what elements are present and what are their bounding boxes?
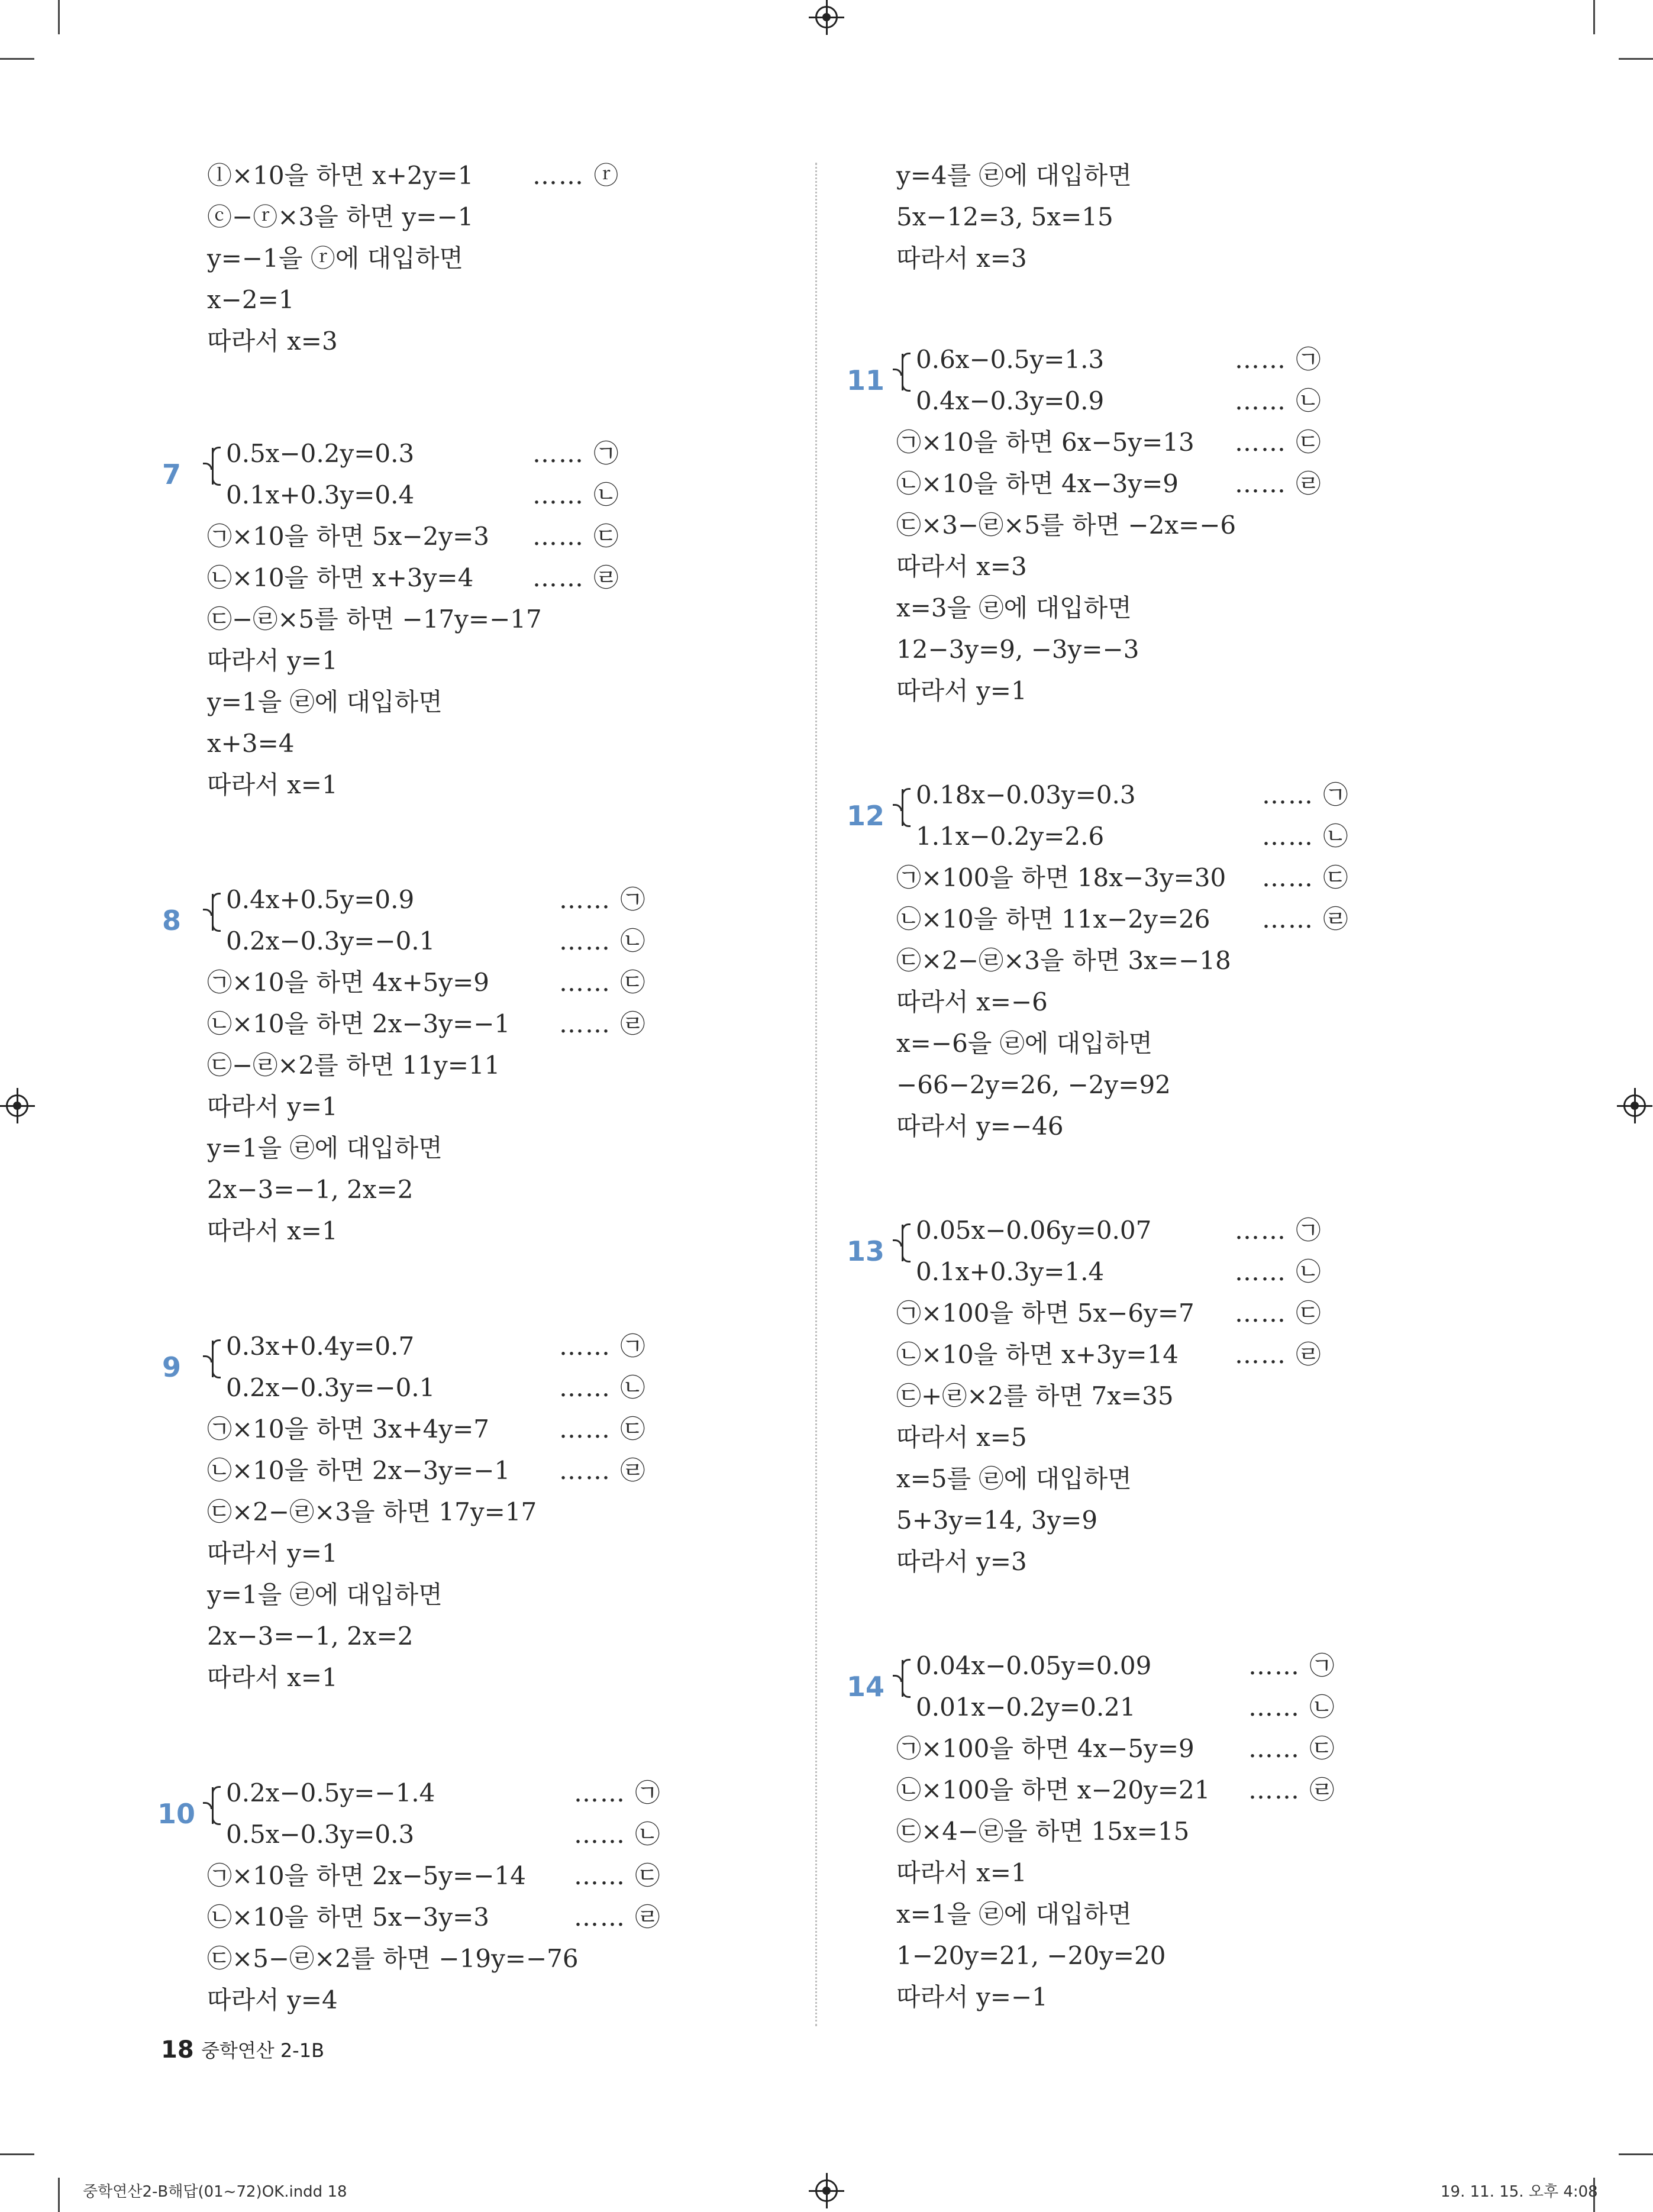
crop-mark [1619,2153,1653,2155]
equation-tag: …… ㉢ [574,1861,661,1890]
solution-line: 5x−12=3, 5x=15 [896,202,1113,231]
solution-line: 2x−3=−1, 2x=2 [207,1175,414,1204]
crop-mark [1593,0,1595,34]
system-equation: 0.5x−0.3y=0.3 [226,1820,415,1849]
solution-line: ㉠×100을 하면 5x−6y=7 [896,1299,1194,1328]
solution-line: 12−3y=9, −3y=−3 [896,635,1139,664]
crop-mark [58,2178,60,2212]
equation-tag: …… ㉢ [1235,1299,1322,1328]
solution-line: 따라서 y=−1 [896,1982,1048,2011]
equation-tag: …… ㉡ [559,926,647,955]
system-equation: 0.5x−0.2y=0.3 [226,439,415,468]
system-brace [212,1341,222,1377]
problem-number: 11 [846,364,884,396]
equation-tag: …… ㉢ [1262,863,1349,892]
equation-tag: …… ㉠ [559,885,647,914]
system-brace [902,789,912,826]
problem-number: 9 [162,1351,181,1383]
equation-tag: …… ㉣ [574,1903,661,1932]
slug-date-info: 19. 11. 15. 오후 4:08 [1441,2183,1598,2201]
system-equation: 0.4x−0.3y=0.9 [916,386,1105,415]
system-brace [212,1787,222,1824]
equation-tag: …… ㉢ [559,1415,647,1444]
solution-line: x=1을 ㉣에 대입하면 [896,1900,1132,1929]
equation-tag: …… ㉠ [1235,345,1322,374]
solution-line: 따라서 y=−46 [896,1112,1064,1141]
crop-mark [58,0,60,34]
column-divider [815,163,817,2026]
system-brace [212,894,222,931]
problem-number: 7 [162,458,181,490]
page-number: 18 [161,2036,194,2064]
solution-line: ㉠×10을 하면 6x−5y=13 [896,428,1194,457]
equation-tag: …… ㉠ [1248,1651,1336,1680]
solution-line: x+3=4 [207,729,295,758]
solution-line: 따라서 y=1 [207,646,338,675]
solution-line: ㉢×2−㉣×3을 하면 17y=17 [207,1497,537,1526]
equation-tag: …… ㉣ [532,563,620,592]
crop-mark [0,58,34,60]
solution-line: x−2=1 [207,285,295,314]
crop-mark [1619,58,1653,60]
solution-line: 따라서 x=3 [896,552,1027,581]
problem-number: 8 [162,905,181,937]
registration-mark-icon [1623,1094,1646,1117]
system-brace [902,354,912,390]
solution-line: ㉢×4−㉣을 하면 15x=15 [896,1817,1190,1846]
registration-mark-icon [6,1094,28,1117]
system-equation: 0.6x−0.5y=1.3 [916,345,1105,374]
equation-tag: …… ㉢ [532,522,620,551]
equation-tag: …… ㉢ [1248,1734,1336,1763]
equation-tag: …… ㉠ [1262,780,1349,809]
equation-tag: …… ㉠ [1235,1216,1322,1245]
solution-line: ㉡×10을 하면 x+3y=14 [896,1340,1179,1369]
problem-number: 13 [846,1235,884,1267]
solution-line: 따라서 y=1 [207,1092,338,1121]
solution-line: 따라서 x=3 [896,244,1027,273]
solution-line: ㉡×10을 하면 5x−3y=3 [207,1903,490,1932]
solution-line: ㉢−㉣×2를 하면 11y=11 [207,1051,501,1080]
equation-tag: …… ㉡ [1235,1257,1322,1286]
registration-mark-icon [815,2179,838,2202]
solution-line: 따라서 x=1 [207,1663,338,1692]
solution-line: y=−1을 ⓡ에 대입하면 [207,244,463,273]
equation-tag: …… ㉢ [559,968,647,997]
system-equation: 0.4x+0.5y=0.9 [226,885,415,914]
registration-mark-icon [815,6,838,28]
equation-tag: …… ㉣ [1262,905,1349,934]
system-brace [902,1660,912,1697]
solution-line: ㉡×10을 하면 2x−3y=−1 [207,1456,511,1485]
equation-tag: …… ㉣ [1235,1340,1322,1369]
system-equation: 0.05x−0.06y=0.07 [916,1216,1152,1245]
solution-line: ㉡×100을 하면 x−20y=21 [896,1775,1210,1804]
solution-line: ㉡×10을 하면 4x−3y=9 [896,469,1179,498]
equation-tag: …… ㉡ [1235,386,1322,415]
solution-line: ⓒ−ⓡ×3을 하면 y=−1 [207,202,474,231]
slug-file-info: 중학연산2-B해답(01~72)OK.indd 18 [83,2183,347,2201]
solution-line: 1−20y=21, −20y=20 [896,1941,1166,1970]
solution-line: 따라서 x=3 [207,327,338,356]
equation-tag: …… ㉣ [559,1456,647,1485]
solution-line: ㉠×10을 하면 4x+5y=9 [207,968,490,997]
solution-line: 5+3y=14, 3y=9 [896,1506,1098,1535]
equation-tag: …… ㉣ [1235,469,1322,498]
solution-line: ㉢+㉣×2를 하면 7x=35 [896,1381,1174,1410]
equation-tag: …… ㉠ [574,1778,661,1807]
equation-tag: …… ㉠ [559,1332,647,1361]
crop-mark [0,2153,34,2155]
system-equation: 0.2x−0.5y=−1.4 [226,1778,435,1807]
solution-line: x=−6을 ㉣에 대입하면 [896,1029,1152,1058]
solution-line: 2x−3=−1, 2x=2 [207,1622,414,1651]
solution-line: ㉠×10을 하면 3x+4y=7 [207,1415,490,1444]
solution-line: y=1을 ㉣에 대입하면 [207,687,443,716]
solution-line: ㉡×10을 하면 11x−2y=26 [896,905,1210,934]
problem-number: 10 [157,1798,195,1830]
solution-line: x=5를 ㉣에 대입하면 [896,1464,1132,1493]
system-equation: 0.3x+0.4y=0.7 [226,1332,415,1361]
equation-tag: …… ㉢ [1235,428,1322,457]
solution-line: 따라서 x=−6 [896,987,1048,1016]
solution-line: 따라서 y=4 [207,1985,338,2014]
solution-line: 따라서 x=1 [207,770,338,799]
solution-line: ㉠×10을 하면 2x−5y=−14 [207,1861,526,1890]
equation-tag: …… ㉡ [574,1820,661,1849]
solution-line: ㉢×2−㉣×3을 하면 3x=−18 [896,946,1231,975]
book-title: 중학연산 2-1B [201,2039,325,2062]
solution-line: ㉡×10을 하면 2x−3y=−1 [207,1009,511,1038]
solution-line: 따라서 y=3 [896,1547,1027,1576]
solution-line: 따라서 y=1 [896,676,1027,705]
solution-line: −66−2y=26, −2y=92 [896,1070,1171,1099]
equation-tag: …… ㉡ [1248,1693,1336,1722]
solution-line: ㉠×100을 하면 4x−5y=9 [896,1734,1194,1763]
system-equation: 1.1x−0.2y=2.6 [916,822,1105,851]
system-equation: 0.18x−0.03y=0.3 [916,780,1136,809]
system-equation: 0.1x+0.3y=0.4 [226,480,415,509]
system-equation: 0.1x+0.3y=1.4 [916,1257,1105,1286]
equation-tag: …… ㉠ [532,439,620,468]
solution-line: y=1을 ㉣에 대입하면 [207,1134,443,1162]
system-equation: 0.01x−0.2y=0.21 [916,1693,1136,1722]
solution-line: 따라서 y=1 [207,1539,338,1568]
system-equation: 0.2x−0.3y=−0.1 [226,1373,435,1402]
system-equation: 0.04x−0.05y=0.09 [916,1651,1152,1680]
solution-line: y=1을 ㉣에 대입하면 [207,1580,443,1609]
solution-line: ㉠×10을 하면 5x−2y=3 [207,522,490,551]
solution-line: 따라서 x=1 [207,1216,338,1245]
solution-line: ㉢×5−㉣×2를 하면 −19y=−76 [207,1944,579,1973]
equation-tag: …… ㉣ [1248,1775,1336,1804]
solution-line: ㉠×100을 하면 18x−3y=30 [896,863,1226,892]
solution-line: ㉢−㉣×5를 하면 −17y=−17 [207,605,542,634]
system-brace [902,1225,912,1261]
solution-line: 따라서 x=1 [896,1858,1027,1887]
solution-line: x=3을 ㉣에 대입하면 [896,593,1132,622]
system-brace [212,448,222,485]
solution-line: ⓛ×10을 하면 x+2y=1 [207,161,474,190]
equation-tag: …… ㉡ [559,1373,647,1402]
equation-tag: …… ㉡ [1262,822,1349,851]
solution-line: 따라서 x=5 [896,1423,1027,1452]
equation-tag: …… ㉡ [532,480,620,509]
solution-line: ㉡×10을 하면 x+3y=4 [207,563,474,592]
solution-line: ㉢×3−㉣×5를 하면 −2x=−6 [896,511,1236,540]
problem-number: 12 [846,800,884,832]
equation-tag: …… ⓡ [532,161,620,190]
problem-number: 14 [846,1671,884,1703]
system-equation: 0.2x−0.3y=−0.1 [226,926,435,955]
solution-line: y=4를 ㉣에 대입하면 [896,161,1132,190]
equation-tag: …… ㉣ [559,1009,647,1038]
